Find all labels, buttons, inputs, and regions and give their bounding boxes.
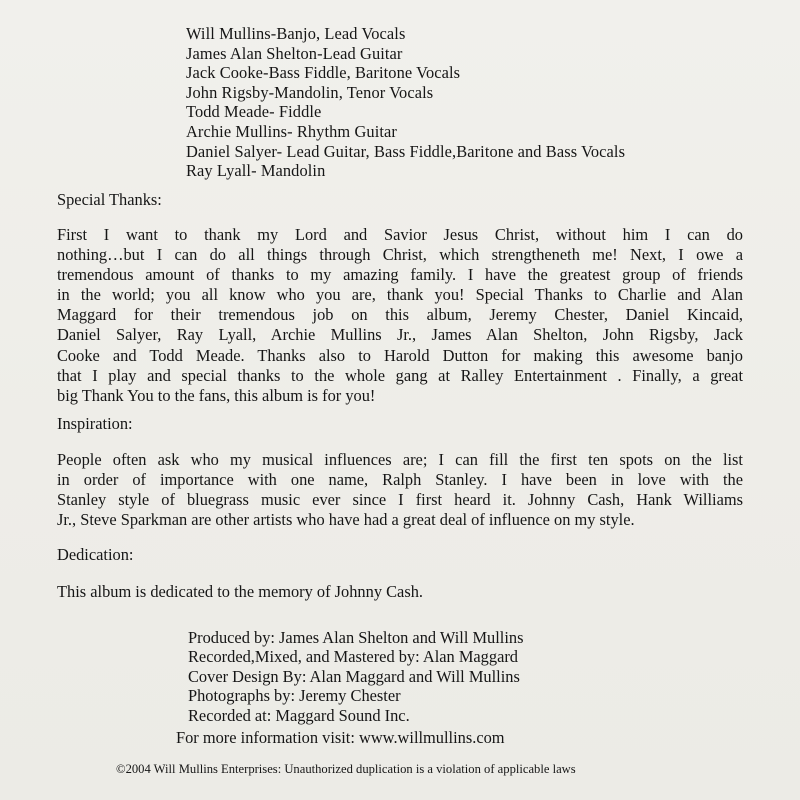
special-thanks-heading: Special Thanks:	[57, 190, 162, 209]
credit-line: Daniel Salyer- Lead Guitar, Bass Fiddle,Baritone and Bass Vocals	[186, 141, 626, 161]
credit-line: Todd Meade- Fiddle	[186, 102, 322, 122]
production-line: Cover Design By: Alan Maggard and Will Mullins	[188, 666, 520, 686]
website-info: For more information visit: www.willmullins.com	[176, 728, 505, 747]
paragraph-line: big Thank You to the fans, this album is for you!	[57, 385, 376, 405]
paragraph-line: Jr., Steve Sparkman are other artists who have had a great deal of influence on my style.	[57, 510, 635, 530]
production-line: Recorded,Mixed, and Mastered by: Alan Maggard	[188, 647, 518, 667]
band-credits-list	[186, 24, 625, 181]
production-line: Produced by: James Alan Shelton and Will Mullins	[188, 628, 524, 647]
paragraph-line: Stanley style of bluegrass music ever since I first heard it. Johnny Cash, Hank Williams	[57, 490, 743, 510]
paragraph-line: nothing…but I can do all things through Christ, which strengtheneth me! Next, I owe a	[57, 245, 743, 265]
credit-line: James Alan Shelton-Lead Guitar	[186, 43, 403, 63]
paragraph-line: in order of importance with one name, Ralph Stanley. I have been in love with the	[57, 470, 743, 490]
production-line: Recorded at: Maggard Sound Inc.	[188, 705, 410, 725]
credit-line: Archie Mullins- Rhythm Guitar	[186, 121, 397, 141]
dedication-text: This album is dedicated to the memory of Johnny Cash.	[57, 582, 423, 601]
dedication-heading: Dedication:	[57, 545, 134, 564]
production-line: Photographs by: Jeremy Chester	[188, 686, 401, 706]
credit-line: John Rigsby-Mandolin, Tenor Vocals	[186, 82, 434, 102]
paragraph-line: tremendous amount of thanks to my amazing family. I have the greatest group of friends	[57, 265, 743, 285]
paragraph-line: Cooke and Todd Meade. Thanks also to Harold Dutton for making this awesome banjo	[57, 345, 743, 365]
paragraph-line: People often ask who my musical influences are; I can fill the first ten spots on the list	[57, 450, 743, 469]
production-credits	[188, 628, 523, 725]
paragraph-line: in the world; you all know who you are, thank you! Special Thanks to Charlie and Alan	[57, 285, 743, 305]
inspiration-paragraph	[57, 450, 743, 530]
special-thanks-paragraph	[57, 225, 743, 406]
paragraph-line: that I play and special thanks to the whole gang at Ralley Entertainment . Finally, a great	[57, 365, 743, 385]
paragraph-line: First I want to thank my Lord and Savior Jesus Christ, without him I can do	[57, 225, 743, 244]
inspiration-heading: Inspiration:	[57, 414, 133, 433]
paragraph-line: Maggard for their tremendous job on this album, Jeremy Chester, Daniel Kincaid,	[57, 305, 743, 325]
copyright-notice: ©2004 Will Mullins Enterprises: Unauthorized duplication is a violation of applicable laws	[116, 762, 576, 776]
credit-line: Will Mullins-Banjo, Lead Vocals	[186, 24, 406, 43]
credit-line: Ray Lyall- Mandolin	[186, 161, 326, 181]
credit-line: Jack Cooke-Bass Fiddle, Baritone Vocals	[186, 63, 461, 83]
paragraph-line: Daniel Salyer, Ray Lyall, Archie Mullins Jr., James Alan Shelton, John Rigsby, Jack	[57, 325, 743, 345]
